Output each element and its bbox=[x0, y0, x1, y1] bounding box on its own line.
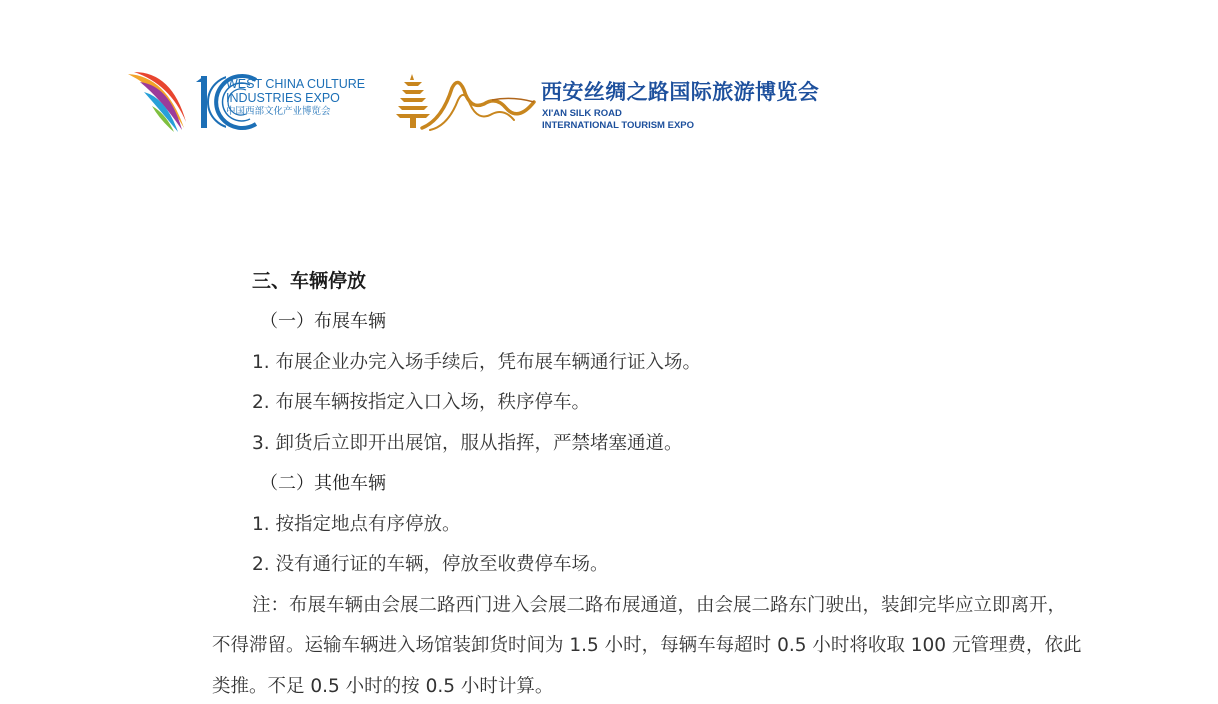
list-item: 1. 布展企业办完入场手续后，凭布展车辆通行证入场。 bbox=[252, 352, 702, 373]
silk-logo-english bbox=[542, 108, 694, 132]
subsection-heading-1: （一）布展车辆 bbox=[260, 311, 386, 332]
list-item: 1. 按指定地点有序停放。 bbox=[252, 514, 461, 535]
wcc-logo-line3: 中国西部文化产业博览会 bbox=[226, 106, 331, 117]
west-china-culture-expo-logo bbox=[126, 70, 381, 134]
subsection-heading-2: （二）其他车辆 bbox=[260, 473, 386, 494]
xian-silk-road-expo-logo bbox=[392, 70, 832, 134]
list-item: 2. 布展车辆按指定入口入场，秩序停车。 bbox=[252, 392, 591, 413]
header-logos bbox=[126, 70, 826, 134]
list-item: 2. 没有通行证的车辆，停放至收费停车场。 bbox=[252, 554, 609, 575]
pagoda-road-emblem-icon bbox=[392, 70, 537, 134]
section-title: 三、车辆停放 bbox=[252, 270, 367, 292]
wcc-logo-line2: INDUSTRIES EXPO bbox=[226, 90, 340, 105]
note-line-2: 不得滞留。运输车辆进入场馆装卸货时间为 1.5 小时，每辆车每超时 0.5 小时将收取 100 元管理费，依此 bbox=[212, 635, 1082, 656]
silk-logo-title-cn: 西安丝绸之路国际旅游博览会 bbox=[541, 80, 820, 104]
silk-logo-line2-en: INTERNATIONAL TOURISM EXPO bbox=[542, 120, 695, 131]
note-line-3: 类推。不足 0.5 小时的按 0.5 小时计算。 bbox=[212, 676, 554, 697]
wcc-logo-line1: WEST CHINA CULTURE bbox=[226, 77, 366, 91]
list-item: 3. 卸货后立即开出展馆，服从指挥，严禁堵塞通道。 bbox=[252, 433, 683, 454]
wcc-logo-text bbox=[226, 78, 365, 119]
note-line-1: 注：布展车辆由会展二路西门进入会展二路布展通道，由会展二路东门驶出，装卸完毕应立即离开， bbox=[252, 595, 1067, 616]
silk-logo-line1-en: XI'AN SILK ROAD bbox=[542, 108, 622, 119]
